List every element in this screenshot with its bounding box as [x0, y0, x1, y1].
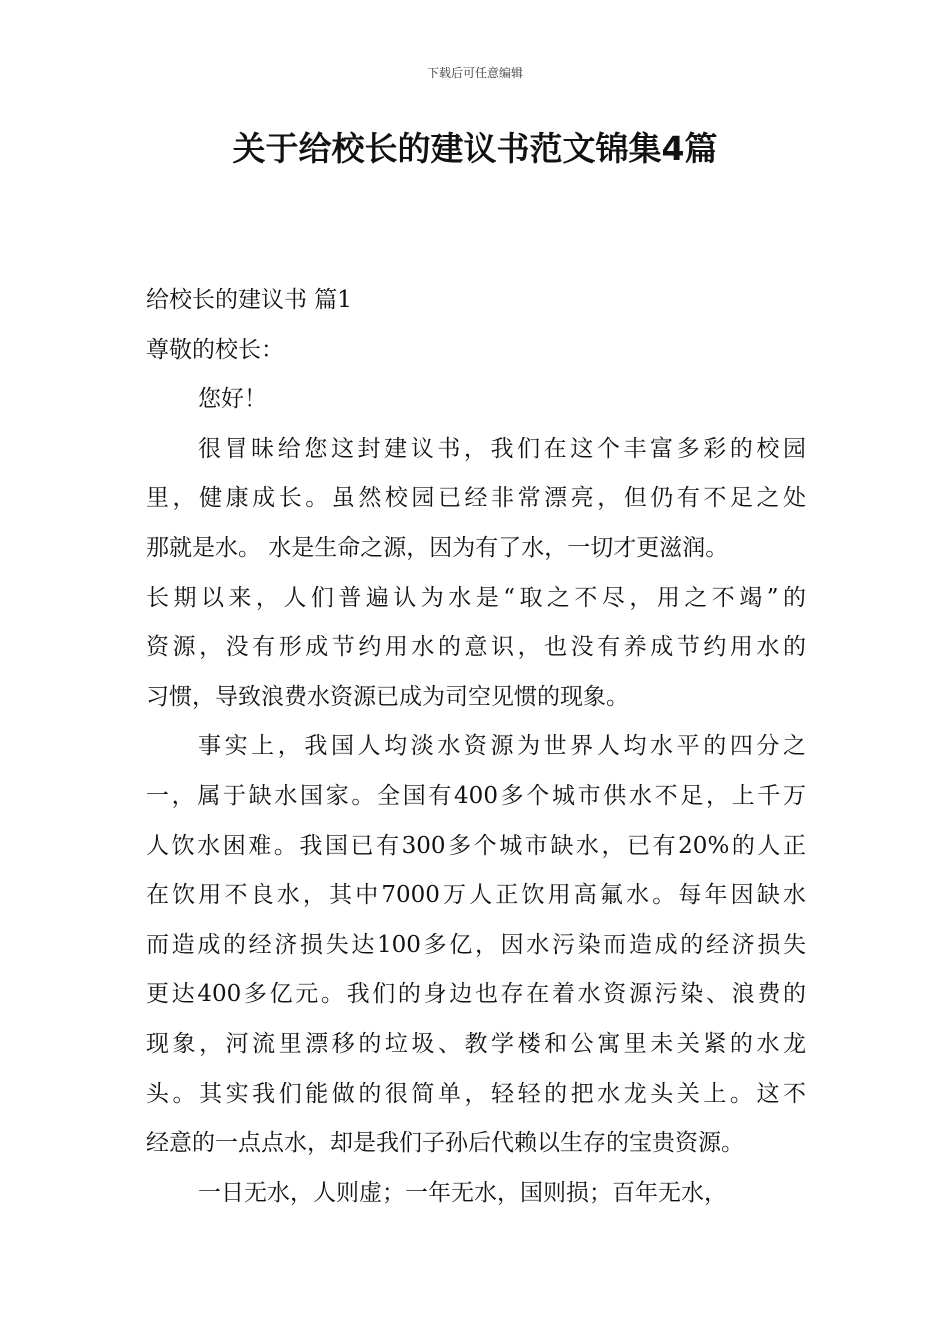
- paragraph-line: 而造成的经济损失达100多亿，因水污染而造成的经济损失: [146, 931, 806, 958]
- section-heading: 给校长的建议书 篇1: [146, 287, 352, 313]
- salutation: 尊敬的校长：: [146, 336, 284, 363]
- document-title: 关于给校长的建议书范文锦集4篇: [232, 129, 718, 168]
- greeting: 您好！: [198, 386, 267, 413]
- paragraph-line: 那就是水。 水是生命之源，因为有了水，一切才更滋润。: [146, 534, 729, 561]
- header-note: 下载后可任意编辑: [426, 66, 523, 80]
- paragraph-line: 一日无水，人则虚；一年无水，国则损；百年无水，: [198, 1179, 727, 1206]
- paragraph-line: 资源，没有形成节约用水的意识，也没有养成节约用水的: [146, 634, 806, 661]
- paragraph-line: 人饮水困难。我国已有300多个城市缺水，已有20%的人正: [146, 832, 806, 859]
- paragraph-line: 事实上，我国人均淡水资源为世界人均水平的四分之: [198, 733, 806, 760]
- paragraph-line: 很冒昧给您这封建议书，我们在这个丰富多彩的校园: [198, 435, 806, 462]
- paragraph-line: 一，属于缺水国家。全国有400多个城市供水不足，上千万: [146, 782, 806, 809]
- paragraph-line: 在饮用不良水，其中7000万人正饮用高氟水。每年因缺水: [146, 882, 806, 909]
- paragraph-line: 长期以来，人们普遍认为水是“取之不尽，用之不竭”的: [146, 584, 806, 611]
- paragraph-line: 习惯，导致浪费水资源已成为司空见惯的现象。: [146, 683, 629, 710]
- paragraph-line: 里，健康成长。虽然校园已经非常漂亮，但仍有不足之处: [146, 485, 806, 512]
- document-body: [146, 276, 806, 1218]
- paragraph-line: 经意的一点点水，却是我们子孙后代赖以生存的宝贵资源。: [146, 1130, 744, 1157]
- paragraph-line: 头。其实我们能做的很简单，轻轻的把水龙头关上。这不: [146, 1080, 806, 1107]
- paragraph-line: 更达400多亿元。我们的身边也存在着水资源污染、浪费的: [146, 981, 806, 1008]
- paragraph-line: 现象，河流里漂移的垃圾、教学楼和公寓里未关紧的水龙: [146, 1030, 806, 1057]
